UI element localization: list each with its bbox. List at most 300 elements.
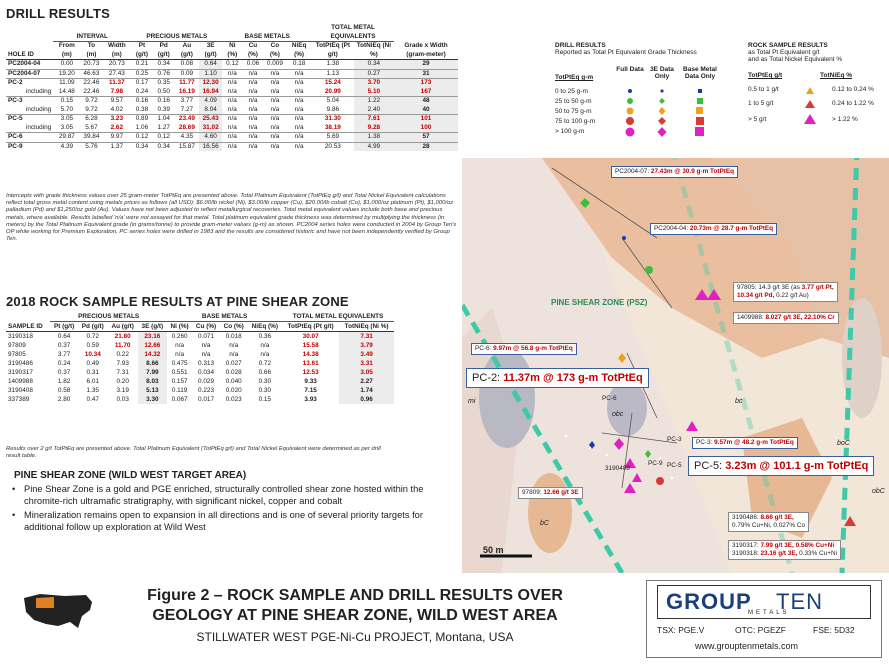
table-cell: n/a bbox=[201, 351, 211, 358]
bullet-item: • Mineralization remains open to expansion in all directions and is one of several priority targets for additional follow up exploration at Wild West bbox=[12, 510, 457, 533]
table-cell: 0.72 bbox=[258, 360, 272, 367]
geology-unit-bc-small bbox=[528, 473, 572, 553]
callout-3190317-318 bbox=[728, 540, 841, 560]
table-cell: 1.13 bbox=[312, 69, 354, 79]
table-cell: 8.03 bbox=[138, 377, 167, 386]
hole-id: PC2004-07 bbox=[6, 69, 53, 79]
table-cell: 29.87 bbox=[53, 133, 80, 143]
table-cell: 9.72 bbox=[85, 105, 98, 113]
symbol-square-icon bbox=[696, 107, 703, 114]
table-cell: n/a bbox=[229, 351, 239, 358]
table-cell: 11.77 bbox=[175, 79, 199, 88]
table-cell: 9.57 bbox=[102, 97, 131, 106]
drill-legend-col0: TotPtEq g-m bbox=[555, 74, 594, 81]
table-cell: n/a bbox=[242, 115, 263, 124]
triangle-icon bbox=[806, 87, 814, 94]
drill-col-header: Width (m) bbox=[102, 42, 131, 60]
table-cell: n/a bbox=[264, 79, 287, 88]
logo-name1: GROUP bbox=[666, 589, 752, 614]
callout-id: PC2004-07: bbox=[615, 168, 650, 175]
rock-legend-col2: TotNiEq % bbox=[820, 72, 853, 79]
sample-id: 97805 bbox=[8, 351, 26, 358]
callout-pc2004-07 bbox=[611, 166, 738, 178]
table-cell: 1.82 bbox=[57, 378, 71, 385]
table-cell: 4.35 bbox=[175, 133, 199, 143]
table-cell: 27.43 bbox=[102, 69, 131, 79]
symbol-diamond-icon bbox=[658, 127, 667, 137]
table-cell: 101 bbox=[394, 115, 458, 124]
table-cell: 11.37 bbox=[102, 79, 131, 88]
table-cell: 0.15 bbox=[53, 97, 80, 106]
rock-col-header: Co (%) bbox=[220, 322, 248, 332]
table-cell: 0.034 bbox=[198, 369, 215, 376]
table-cell: 0.49 bbox=[86, 360, 99, 367]
rock-group-total: TOTAL METAL EQUIVALENTS bbox=[282, 312, 394, 322]
sample-id: 337389 bbox=[8, 396, 30, 403]
table-cell: 9.33 bbox=[304, 378, 317, 385]
drill-legend-row: 50 to 75 g-m bbox=[555, 108, 592, 115]
drill-legend-col-base: Base Metal Data Only bbox=[683, 66, 717, 80]
table-cell: n/a bbox=[222, 97, 242, 106]
table-cell: 1.10 bbox=[199, 69, 223, 79]
callout-value: 8.66 g/t 3E, bbox=[760, 514, 794, 521]
table-cell: 0.31 bbox=[86, 369, 99, 376]
drill-col-header: TotPtEq (Pt g/t) bbox=[312, 42, 354, 60]
callout-id: 97805: bbox=[737, 284, 757, 291]
table-cell: 0.06 bbox=[242, 60, 263, 70]
table-cell: 11.70 bbox=[114, 342, 131, 349]
table-cell: 23.16 bbox=[138, 332, 167, 342]
callout-value: 7.99 g/t 3E, 0.58% Cu+Ni bbox=[760, 542, 835, 549]
hole-label: PC-3 bbox=[667, 436, 682, 443]
table-cell: 31.02 bbox=[199, 124, 223, 133]
table-cell: 14.32 bbox=[138, 350, 167, 359]
hole-id: PC-6 bbox=[6, 133, 53, 143]
table-row bbox=[6, 60, 458, 70]
table-row bbox=[6, 115, 458, 124]
table-cell: 3.23 bbox=[102, 115, 131, 124]
rock-results-table bbox=[6, 312, 394, 404]
hole-id: including bbox=[26, 123, 52, 131]
callout-id: PC-5: bbox=[694, 460, 723, 472]
table-cell: 0.020 bbox=[225, 387, 242, 394]
table-cell: 0.37 bbox=[57, 342, 71, 349]
table-cell: 20.73 bbox=[102, 60, 131, 70]
table-cell: 0.16 bbox=[131, 97, 152, 106]
rock-col-header: NiEq (%) bbox=[248, 322, 283, 332]
table-cell: n/a bbox=[260, 351, 270, 358]
table-cell: 10.34 bbox=[84, 351, 101, 358]
table-row bbox=[6, 350, 394, 359]
table-cell: n/a bbox=[201, 342, 211, 349]
sample-id: 3190317 bbox=[8, 369, 33, 376]
symbol-circle-icon bbox=[626, 128, 635, 137]
table-cell: 0.34 bbox=[153, 60, 175, 70]
table-row bbox=[6, 142, 458, 151]
table-cell: 0.08 bbox=[175, 60, 199, 70]
table-cell: 4.39 bbox=[53, 142, 80, 151]
callout-value: 20.73m @ 28.7 g-m TotPtEq bbox=[689, 225, 774, 232]
table-cell: 9.86 bbox=[326, 105, 340, 113]
drill-col-header: Co (%) bbox=[264, 42, 287, 60]
symbol-circle-icon bbox=[628, 89, 632, 93]
hole-id: PC-2 bbox=[6, 79, 53, 88]
table-cell: n/a bbox=[222, 133, 242, 143]
table-cell: 0.50 bbox=[157, 87, 170, 95]
table-cell: 0.017 bbox=[198, 396, 215, 403]
table-cell: 20.99 bbox=[324, 87, 341, 95]
table-cell: 16.56 bbox=[199, 142, 223, 151]
table-cell: 0.24 bbox=[135, 87, 149, 95]
table-cell: 13.61 bbox=[302, 360, 319, 367]
callout-id: 1409988: bbox=[737, 314, 764, 321]
table-cell: 5.10 bbox=[354, 88, 394, 97]
table-cell: 0.157 bbox=[171, 378, 188, 385]
rock-legend bbox=[748, 42, 888, 63]
hole-label: PC-6 bbox=[602, 395, 617, 402]
triangle-icon bbox=[804, 114, 816, 124]
table-cell: n/a bbox=[222, 79, 242, 88]
sample-label: 3190408 bbox=[605, 465, 630, 472]
table-row bbox=[6, 395, 394, 404]
table-cell: 9.97 bbox=[102, 133, 131, 143]
table-cell: 11.09 bbox=[53, 79, 80, 88]
callout-value: 9.97m @ 56.8 g-m TotPtEq bbox=[493, 345, 573, 352]
rock-legend-title: ROCK SAMPLE RESULTS bbox=[748, 42, 828, 49]
table-cell: n/a bbox=[286, 133, 312, 143]
table-row bbox=[6, 377, 394, 386]
symbol-diamond-icon bbox=[660, 89, 664, 93]
table-cell: 1.22 bbox=[354, 97, 394, 106]
geo-label-boc: boC bbox=[837, 440, 850, 447]
callout-text: 0.22 g/t Au) bbox=[774, 292, 809, 299]
hole-id: PC-3 bbox=[6, 97, 53, 106]
table-cell: 0.018 bbox=[225, 333, 242, 340]
symbol-square-icon bbox=[695, 127, 704, 136]
table-cell: n/a bbox=[229, 342, 239, 349]
table-cell: 14.38 bbox=[302, 351, 319, 358]
table-cell: 38.19 bbox=[324, 123, 341, 131]
table-cell: 0.21 bbox=[131, 60, 152, 70]
table-cell: 6.28 bbox=[80, 115, 102, 124]
drill-legend-grid bbox=[555, 62, 735, 138]
hole-id: including bbox=[26, 87, 52, 95]
drill-legend-row: 0 to 25 g-m bbox=[555, 88, 588, 95]
symbol-square-icon bbox=[698, 89, 702, 93]
callout-id: PC-2: bbox=[472, 372, 501, 384]
table-cell: 0.12 bbox=[222, 60, 242, 70]
drill-collar-icon bbox=[645, 266, 653, 274]
table-cell: 3.05 bbox=[53, 115, 80, 124]
table-cell: 3.77 bbox=[57, 351, 71, 358]
sample-id: 1409988 bbox=[8, 378, 33, 385]
callout-text: 0.79% Cu+Ni, 0.027% Co bbox=[732, 522, 806, 529]
drill-legend-col-3e: 3E Data Only bbox=[650, 66, 674, 80]
callout-pc3 bbox=[692, 437, 798, 449]
outcrop-dot bbox=[606, 454, 609, 457]
callout-value: 27.43m @ 30.9 g-m TotPtEq bbox=[650, 168, 735, 175]
geo-label-bc-small: bC bbox=[540, 520, 549, 527]
drill-legend-col-full: Full Data bbox=[616, 66, 644, 73]
table-cell: 57 bbox=[394, 133, 458, 143]
company-box bbox=[646, 580, 882, 658]
table-cell: 0.25 bbox=[131, 69, 152, 79]
callout-id: PC2004-04: bbox=[654, 225, 689, 232]
table-cell: 0.223 bbox=[198, 387, 215, 394]
geo-label-bc: bc bbox=[735, 398, 743, 405]
drill-legend-row: > 100 g-m bbox=[555, 128, 585, 135]
table-cell: 48 bbox=[394, 97, 458, 106]
table-cell: 5.69 bbox=[312, 133, 354, 143]
callout-id: PC-3: bbox=[696, 439, 713, 446]
drill-collar-icon bbox=[656, 477, 664, 485]
table-row bbox=[6, 97, 458, 106]
table-cell: n/a bbox=[264, 133, 287, 143]
table-cell: 0.17 bbox=[131, 79, 152, 88]
table-cell: 0.30 bbox=[258, 387, 272, 394]
table-cell: 1.38 bbox=[312, 60, 354, 70]
table-cell: 0.64 bbox=[57, 333, 71, 340]
ticker-fse: FSE: 5D32 bbox=[813, 625, 855, 635]
symbol-circle-icon bbox=[626, 117, 634, 125]
callout-value: 8.027 g/t 3E, 22.10% Cr bbox=[765, 314, 835, 321]
table-cell: 1.06 bbox=[135, 123, 149, 131]
table-cell: n/a bbox=[242, 133, 263, 143]
table-cell: n/a bbox=[242, 142, 263, 151]
table-cell: n/a bbox=[175, 342, 185, 349]
table-cell: 0.551 bbox=[171, 369, 188, 376]
table-cell: 0.37 bbox=[57, 369, 71, 376]
table-cell: 0.12 bbox=[153, 133, 175, 143]
table-row bbox=[6, 386, 394, 395]
hole-label: PC-9 bbox=[648, 460, 663, 467]
table-cell: n/a bbox=[175, 351, 185, 358]
table-cell: 3.31 bbox=[339, 359, 394, 368]
pine-bullets bbox=[12, 484, 457, 536]
table-cell: 0.89 bbox=[131, 115, 152, 124]
geo-label-obc-right: obC bbox=[872, 488, 885, 495]
table-cell: 0.475 bbox=[171, 360, 188, 367]
table-cell: n/a bbox=[260, 342, 270, 349]
rock-legend-col1: TotPtEq g/t bbox=[748, 72, 783, 79]
drill-col-header: Pt (g/t) bbox=[131, 42, 152, 60]
rock-legend-ni: 0.24 to 1.22 % bbox=[832, 100, 874, 107]
symbol-circle-icon bbox=[627, 108, 634, 115]
table-cell: 0.22 bbox=[116, 351, 129, 358]
table-cell: 22.46 bbox=[83, 87, 100, 95]
company-url[interactable]: www.grouptenmetals.com bbox=[695, 641, 799, 651]
table-cell: 39.84 bbox=[80, 133, 102, 143]
callout-1409988 bbox=[733, 312, 839, 324]
table-cell: 12.53 bbox=[302, 369, 319, 376]
outcrop-dot bbox=[589, 447, 592, 450]
table-cell: n/a bbox=[242, 79, 263, 88]
table-cell: 1.74 bbox=[339, 386, 394, 395]
table-cell: 16.19 bbox=[178, 87, 195, 95]
table-cell: 0.66 bbox=[258, 369, 272, 376]
table-cell: 3.19 bbox=[116, 387, 129, 394]
rock-legend-ni: 0.12 to 0.24 % bbox=[832, 86, 874, 93]
table-row bbox=[6, 332, 394, 342]
callout-text: 0.33% Cu+Ni bbox=[797, 550, 837, 557]
table-cell: n/a bbox=[286, 79, 312, 88]
table-row bbox=[6, 341, 394, 350]
table-cell: 22.46 bbox=[80, 79, 102, 88]
table-cell: 16.94 bbox=[199, 88, 223, 97]
table-cell: 0.59 bbox=[86, 342, 99, 349]
figure-title-line1: Figure 2 – ROCK SAMPLE AND DRILL RESULTS OVER bbox=[147, 587, 563, 604]
table-cell: n/a bbox=[286, 69, 312, 79]
callout-value: 10.34 g/t Pd, bbox=[737, 292, 775, 299]
table-cell: 100 bbox=[394, 124, 458, 133]
drill-col-header: HOLE ID bbox=[6, 42, 53, 60]
table-cell: 1.04 bbox=[153, 115, 175, 124]
table-cell: 4.60 bbox=[199, 133, 223, 143]
table-cell: 0.260 bbox=[171, 333, 188, 340]
drill-col-header: Cu (%) bbox=[242, 42, 263, 60]
table-cell: n/a bbox=[248, 105, 258, 113]
table-cell: 7.98 bbox=[110, 87, 124, 95]
table-cell: 4.02 bbox=[110, 105, 124, 113]
symbol-square-icon bbox=[696, 117, 704, 125]
table-cell: 0.35 bbox=[153, 79, 175, 88]
figure-subtitle: STILLWATER WEST PGE-Ni-Cu PROJECT, Montana, USA bbox=[196, 630, 514, 644]
rock-col-header: Pt (g/t) bbox=[50, 322, 78, 332]
rock-legend-ni: > 1.22 % bbox=[832, 116, 858, 123]
symbol-diamond-icon bbox=[659, 98, 665, 104]
table-row bbox=[6, 124, 458, 133]
callout-value: 23.16 g/t 3E, bbox=[760, 550, 798, 557]
table-cell: 29 bbox=[394, 60, 458, 70]
geology-map bbox=[462, 158, 889, 573]
rock-legend-grid bbox=[748, 72, 888, 132]
table-cell: 3.30 bbox=[138, 395, 167, 404]
table-cell: 9.28 bbox=[354, 124, 394, 133]
table-cell: n/a bbox=[248, 123, 258, 131]
table-row bbox=[6, 133, 458, 143]
table-cell: 5.13 bbox=[138, 386, 167, 395]
table-cell: 0.023 bbox=[225, 396, 242, 403]
callout-id: 3190317: bbox=[732, 542, 759, 549]
drill-col-header: 3E (g/t) bbox=[199, 42, 223, 60]
table-cell: 0.27 bbox=[354, 69, 394, 79]
table-cell: n/a bbox=[248, 87, 258, 95]
table-cell: 15.24 bbox=[312, 79, 354, 88]
table-cell: n/a bbox=[227, 105, 237, 113]
ticker-otc: OTC: PGEZF bbox=[735, 625, 786, 635]
table-cell: n/a bbox=[270, 105, 280, 113]
rock-legend-sub1: as Total Pt Equivalent g/t bbox=[748, 49, 820, 56]
logo-name2: TEN bbox=[776, 589, 823, 614]
table-cell: 0.09 bbox=[175, 69, 199, 79]
table-cell: 31.30 bbox=[312, 115, 354, 124]
drill-col-header: To (m) bbox=[80, 42, 102, 60]
table-cell: 46.63 bbox=[80, 69, 102, 79]
rock-footnote: Results over 2 g/t TotPtEq are presented above. Total Platinum Equivalent (TotPtEq g/t) and Total Nickel Equivalent were determined as per drill result table. bbox=[6, 446, 381, 460]
symbol-diamond-icon bbox=[659, 107, 666, 115]
geology-map-svg bbox=[462, 158, 889, 573]
callout-id: 3190318: bbox=[732, 550, 759, 557]
table-cell: 7.61 bbox=[354, 115, 394, 124]
callout-pc6 bbox=[471, 343, 577, 355]
table-cell: 7.15 bbox=[304, 387, 317, 394]
rock-col-header: Cu (%) bbox=[192, 322, 220, 332]
table-cell: n/a bbox=[264, 97, 287, 106]
rock-results-title: 2018 ROCK SAMPLE RESULTS AT PINE SHEAR ZONE bbox=[6, 294, 349, 309]
geology-unit-mi bbox=[479, 348, 535, 448]
table-cell: 3.05 bbox=[339, 368, 394, 377]
table-cell: 0.58 bbox=[57, 387, 71, 394]
table-cell: 12.30 bbox=[199, 79, 223, 88]
group-base: BASE METALS bbox=[222, 24, 312, 42]
table-cell: 0.03 bbox=[116, 396, 129, 403]
table-cell: 0.39 bbox=[157, 105, 170, 113]
table-cell: 0.16 bbox=[153, 97, 175, 106]
table-cell: 25.43 bbox=[199, 115, 223, 124]
table-cell: 173 bbox=[394, 79, 458, 88]
rock-group-precious: PRECIOUS METALS bbox=[50, 312, 167, 322]
symbol-circle-icon bbox=[627, 98, 633, 104]
drill-legend-subtitle: Reported as Total Pt Equivalent Grade Thickness bbox=[555, 49, 697, 56]
table-cell: 8.66 bbox=[138, 359, 167, 368]
hole-id: PC2004-04 bbox=[6, 60, 53, 70]
table-cell: n/a bbox=[264, 142, 287, 151]
table-cell: 0.00 bbox=[53, 60, 80, 70]
table-cell: n/a bbox=[227, 123, 237, 131]
rock-col-header: TotNiEq (Ni %) bbox=[339, 322, 394, 332]
symbol-square-icon bbox=[697, 98, 703, 104]
table-cell: n/a bbox=[264, 115, 287, 124]
table-cell: 5.70 bbox=[60, 105, 74, 113]
table-cell: 0.36 bbox=[258, 333, 272, 340]
callout-pc5 bbox=[688, 456, 874, 476]
rock-legend-pt: 0.5 to 1 g/t bbox=[748, 86, 779, 93]
table-cell: 7.93 bbox=[116, 360, 129, 367]
table-cell: 5.04 bbox=[312, 97, 354, 106]
rock-legend-pt: 1 to 5 g/t bbox=[748, 100, 774, 107]
callout-pc2 bbox=[466, 368, 649, 388]
callout-3190486 bbox=[728, 512, 809, 532]
sample-id: 3190318 bbox=[8, 333, 33, 340]
table-cell: 0.30 bbox=[258, 378, 272, 385]
table-cell: 1.37 bbox=[102, 142, 131, 151]
drill-col-header: NiEq (%) bbox=[286, 42, 312, 60]
table-cell: 0.119 bbox=[171, 387, 188, 394]
table-cell: 8.04 bbox=[199, 106, 223, 115]
scale-label: 50 m bbox=[483, 545, 504, 555]
rock-legend-symbols bbox=[798, 82, 828, 132]
table-cell: 1.38 bbox=[354, 133, 394, 143]
table-cell: n/a bbox=[270, 87, 280, 95]
table-cell: 9.72 bbox=[80, 97, 102, 106]
callout-text: 14.3 g/t 3E (as bbox=[758, 284, 802, 291]
callout-97809 bbox=[518, 487, 583, 499]
logo-sub: METALS bbox=[748, 610, 790, 616]
drill-legend-symbols bbox=[615, 86, 735, 140]
rock-col-header: SAMPLE ID bbox=[6, 322, 50, 332]
table-cell: 2.62 bbox=[110, 123, 124, 131]
table-cell: 0.24 bbox=[57, 360, 71, 367]
table-cell: 0.34 bbox=[131, 142, 152, 151]
table-cell: 0.009 bbox=[264, 60, 287, 70]
table-cell: 28.69 bbox=[178, 123, 195, 131]
drill-legend-title: DRILL RESULTS bbox=[555, 42, 606, 49]
usa-map-icon bbox=[20, 588, 100, 638]
table-cell: 0.20 bbox=[116, 378, 129, 385]
table-cell: 0.029 bbox=[198, 378, 215, 385]
table-cell: n/a bbox=[227, 87, 237, 95]
hole-id: PC-5 bbox=[6, 115, 53, 124]
